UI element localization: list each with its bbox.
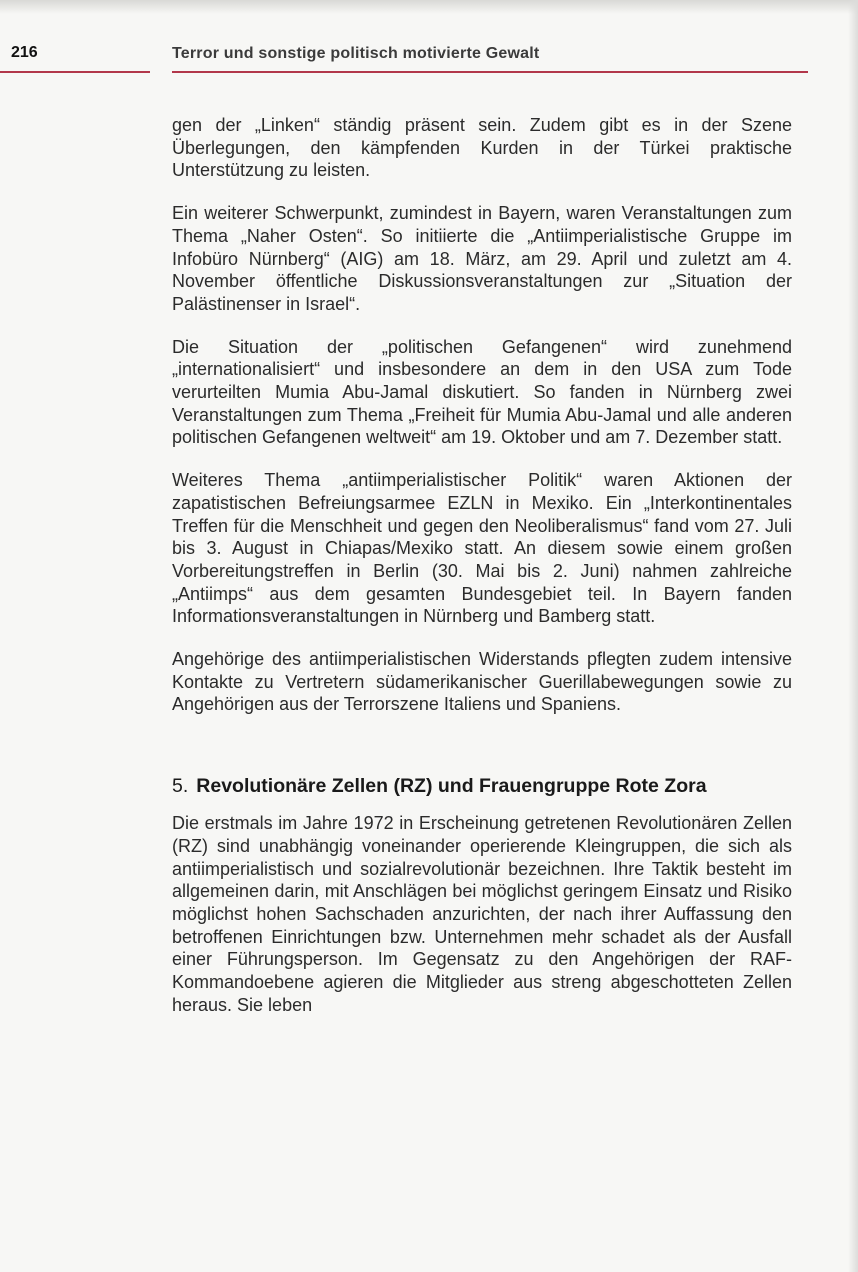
section-heading	[172, 774, 792, 798]
paragraph: Weiteres Thema „antiimperialistischer Politik“ waren Aktionen der zapatistischen Befreiungsarmee EZLN in Mexiko. Ein „Interkontinentales Treffen für die Menschheit und gegen den Neoliberalismus“ fand vom 27. Juli bis 3. August in Chiapas/Mexiko statt. An diesem sowie einem großen Vorbereitungstreffen in Berlin (30. Mai bis 2. Juni) nahmen zahlreiche „Antiimps“ aus dem gesamten Bundesgebiet teil. In Bayern fanden Informationsveranstaltungen in Nürnberg und Bamberg statt.	[172, 470, 792, 627]
body-text	[172, 114, 792, 1037]
paragraph: Ein weiterer Schwerpunkt, zumindest in Bayern, waren Veranstaltungen zum Thema „Naher Osten“. So initiierte die „Antiimperialistische Gruppe im Infobüro Nürnberg“ (AIG) am 18. März, am 29. April und zuletzt am 4. November öffentliche Diskussionsveranstaltungen zur „Situation der Palästinenser in Israel“.	[172, 203, 792, 314]
page-number: 216	[11, 44, 38, 61]
section-number: 5.	[172, 775, 189, 798]
paragraph: Angehörige des antiimperialistischen Widerstands pflegten zudem intensive Kontakte zu Vertretern südamerikanischer Guerillabewegungen sowie zu Angehörigen aus der Terrorszene Italiens und Spaniens.	[172, 649, 792, 715]
running-title: Terror und sonstige politisch motivierte Gewalt	[172, 45, 540, 62]
scan-right-edge	[848, 0, 858, 1272]
header-rule-left	[0, 71, 150, 73]
paragraph: Die Situation der „politischen Gefangenen“ wird zunehmend „internationalisiert“ und insbesondere an dem in den USA zum Tode verurteilten Mumia Abu-Jamal diskutiert. So fanden in Nürnberg zwei Veranstaltungen zum Thema „Freiheit für Mumia Abu-Jamal und alle anderen politischen Gefangenen weltweit“ am 19. Oktober und am 7. Dezember statt.	[172, 336, 792, 448]
page-header	[0, 44, 808, 74]
paragraph: Die erstmals im Jahre 1972 in Erscheinung getretenen Revolutionären Zellen (RZ) sind unabhängig voneinander operierende Kleingruppen, die sich als antiimperialistisch und sozialrevolutionär bezeichnen. Ihre Taktik besteht im allgemeinen darin, mit Anschlägen bei möglichst geringem Einsatz und Risiko möglichst hohen Sachschaden anzurichten, der nach ihrer Auffassung den betroffenen Einrichtungen bzw. Unternehmen mehr schadet als der Ausfall einer Führungsperson. Im Gegensatz zu den Angehörigen der RAF-Kommandoebene agieren die Mitglieder aus streng abgeschotteten Zellen heraus. Sie leben	[172, 813, 792, 1015]
paragraph: gen der „Linken“ ständig präsent sein. Zudem gibt es in der Szene Überlegungen, den kämpfenden Kurden in der Türkei praktische Unterstützung zu leisten.	[172, 115, 792, 181]
section-title: Revolutionäre Zellen (RZ) und Frauengruppe Rote Zora	[196, 775, 707, 798]
header-rule-right	[172, 71, 808, 73]
scan-top-shadow	[0, 0, 858, 14]
